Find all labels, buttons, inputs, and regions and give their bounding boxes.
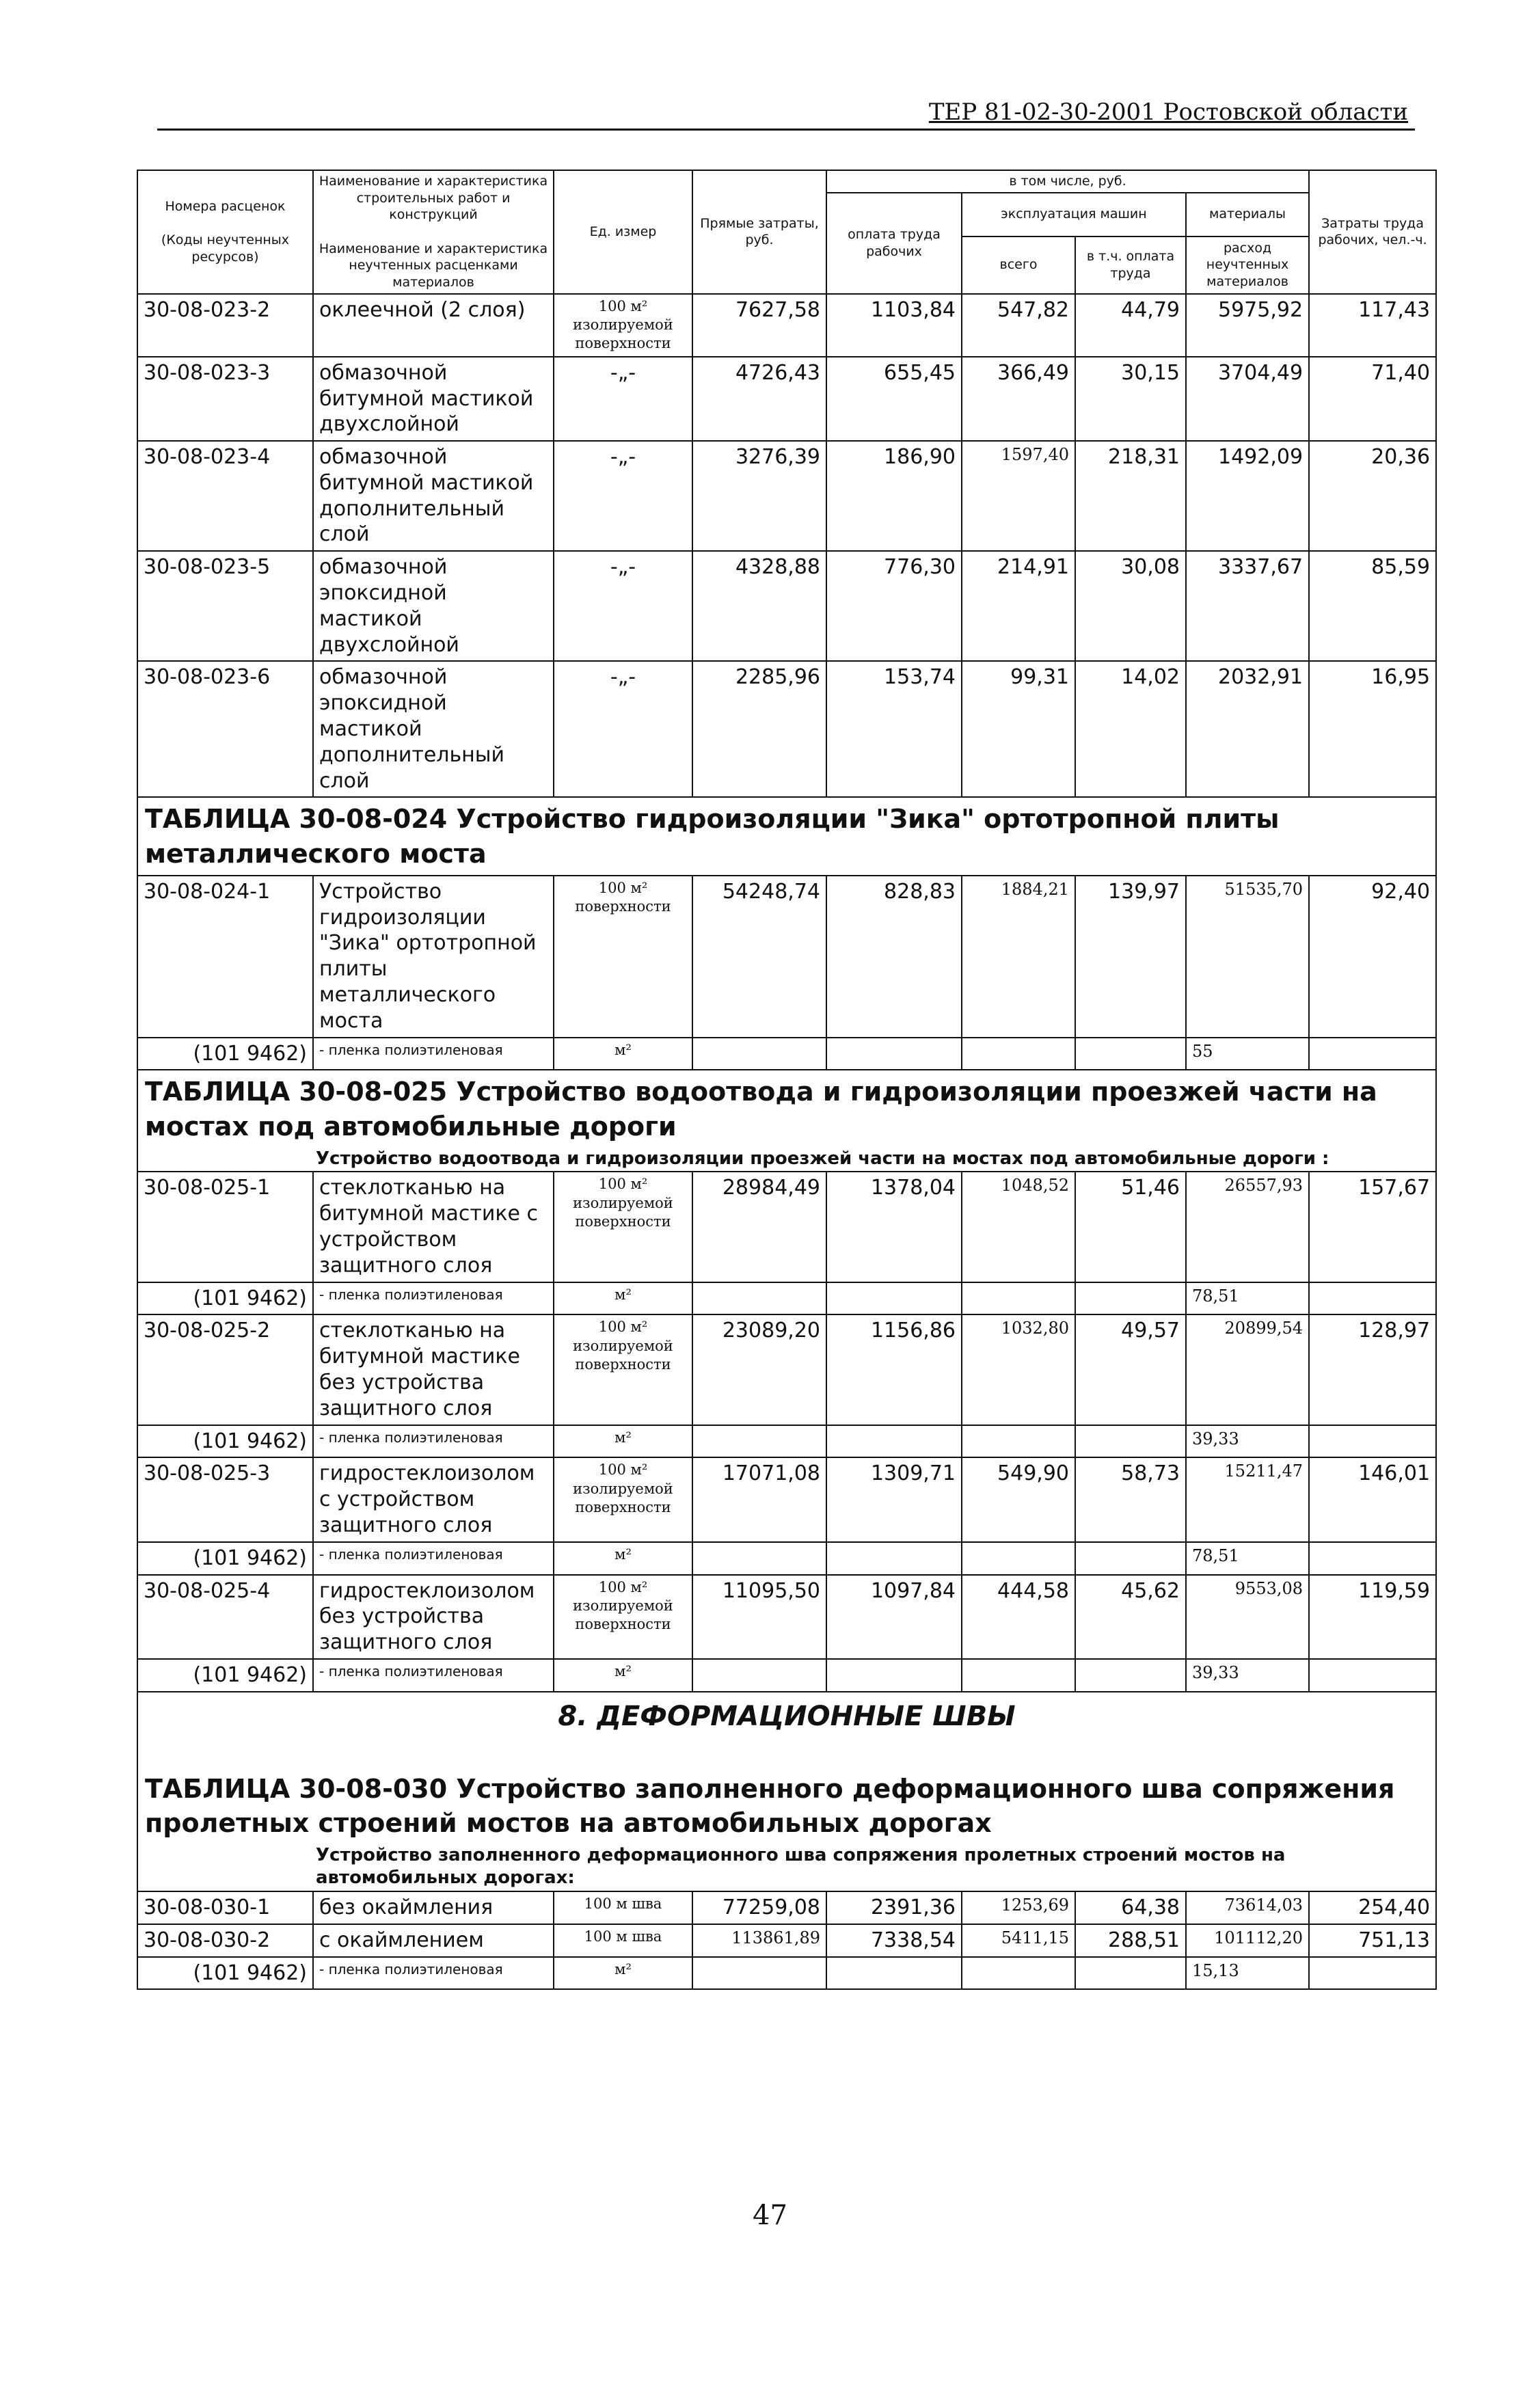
table-cell: (101 9462) [137,1282,313,1315]
table-cell: 64,38 [1075,1891,1186,1924]
table-cell: стеклотканью на битумной мастике с устройством защитного слоя [313,1172,554,1282]
table-title-025 [137,1070,1436,1147]
table-cell: 9553,08 [1186,1575,1309,1659]
table-cell: 254,40 [1309,1891,1436,1924]
table-cell: 100 м² поверхности [554,876,692,1038]
table-cell: 14,02 [1075,661,1186,797]
table-cell: 7338,54 [826,1924,962,1957]
doc-title: ТЕР 81-02-30-2001 Ростовской области [928,98,1408,126]
table-cell: -„- [554,661,692,797]
table-cell: 4726,43 [692,357,826,441]
th-total: всего [962,237,1075,294]
table-row [137,876,1436,1038]
table-cell: 28984,49 [692,1172,826,1282]
table-cell: 655,45 [826,357,962,441]
table-row [137,357,1436,441]
th-incl-wage: в т.ч. оплата труда [1075,237,1186,294]
header-row-1 [137,170,1436,193]
table-cell: 51,46 [1075,1172,1186,1282]
table-cell: 214,91 [962,551,1075,661]
table-cell: оклеечной (2 слоя) [313,294,554,357]
table-cell: 17071,08 [692,1457,826,1541]
table-cell: 1097,84 [826,1575,962,1659]
table-cell: 4328,88 [692,551,826,661]
table-subrow [137,1957,1436,1990]
table-cell: 51535,70 [1186,876,1309,1038]
table-title-030 [137,1768,1436,1844]
th-name: Наименование и характеристика строительных работ и конструкций Наименование и характеристика неучтенных расценками материалов [313,170,554,294]
table-cell: 5975,92 [1186,294,1309,357]
table-cell: 101112,20 [1186,1924,1309,1957]
table-cell: Устройство гидроизоляции "Зика" ортотропной плиты металлического моста [313,876,554,1038]
table-cell: (101 9462) [137,1542,313,1575]
th-incl: в том числе, руб. [826,170,1309,193]
table-cell: 2391,36 [826,1891,962,1924]
table-cell: 71,40 [1309,357,1436,441]
table-cell: стеклотканью на битумной мастике без устройства защитного слоя [313,1314,554,1425]
table-cell: 30-08-025-1 [137,1172,313,1282]
table-row [137,1172,1436,1282]
table-cell: 11095,50 [692,1575,826,1659]
table-cell: с окаймлением [313,1924,554,1957]
table-cell: ТАБЛИЦА 30-08-030 Устройство заполненного деформационного шва сопряжения пролетных строений мостов на автомобильных дорогах [137,1768,1436,1844]
table-cell: 288,51 [1075,1924,1186,1957]
table-cell: 139,97 [1075,876,1186,1038]
table-cell: 828,83 [826,876,962,1038]
th-direct: Прямые затраты, руб. [692,170,826,294]
table-cell: -„- [554,357,692,441]
table-cell: 549,90 [962,1457,1075,1541]
table-cell: 78,51 [1186,1542,1309,1575]
th-num: Номера расценок (Коды неучтенных ресурсов) [137,170,313,294]
th-labor: Затраты труда рабочих, чел.-ч. [1309,170,1436,294]
table-subrow [137,1425,1436,1458]
table-cell: обмазочной эпоксидной мастикой дополнительный слой [313,661,554,797]
table-row [137,661,1436,797]
table-cell: 30-08-025-2 [137,1314,313,1425]
table-cell: 7627,58 [692,294,826,357]
table-cell: 99,31 [962,661,1075,797]
table-cell: 44,79 [1075,294,1186,357]
table-cell: - пленка полиэтиленовая [313,1038,554,1070]
table-cell: 30,08 [1075,551,1186,661]
rates-table [137,170,1437,1990]
table-cell: 1032,80 [962,1314,1075,1425]
table-cell: 49,57 [1075,1314,1186,1425]
table-title-024 [137,797,1436,875]
table-cell: 3337,67 [1186,551,1309,661]
table-cell: обмазочной битумной мастикой двухслойной [313,357,554,441]
th-materials: материалы [1186,193,1309,237]
table-row [137,551,1436,661]
table-row [137,441,1436,551]
table-cell: 100 м² изолируемой поверхности [554,1575,692,1659]
table-cell: 128,97 [1309,1314,1436,1425]
table-cell: 30-08-023-6 [137,661,313,797]
table-cell: 547,82 [962,294,1075,357]
table-cell: 45,62 [1075,1575,1186,1659]
table-cell: м² [554,1659,692,1692]
table-row [137,1314,1436,1425]
th-mat-use: расход неучтенных материалов [1186,237,1309,294]
table-cell: (101 9462) [137,1425,313,1458]
table-cell: без окаймления [313,1891,554,1924]
table-cell: м² [554,1542,692,1575]
table-cell: 751,13 [1309,1924,1436,1957]
table-cell: 117,43 [1309,294,1436,357]
table-cell: 30-08-023-2 [137,294,313,357]
table-cell: 54248,74 [692,876,826,1038]
table-subtitle-030 [137,1844,1436,1891]
table-cell: 100 м шва [554,1924,692,1957]
table-cell: 1597,40 [962,441,1075,551]
table-cell: м² [554,1038,692,1070]
table-cell: 8. ДЕФОРМАЦИОННЫЕ ШВЫ [137,1692,1436,1768]
table-subrow [137,1282,1436,1315]
table-cell: 776,30 [826,551,962,661]
table-cell: Устройство водоотвода и гидроизоляции проезжей части на мостах под автомобильные дороги : [137,1148,1436,1172]
table-cell: 1492,09 [1186,441,1309,551]
table-cell: 39,33 [1186,1425,1309,1458]
table-cell: 444,58 [962,1575,1075,1659]
page-header [157,90,1415,131]
th-machines: эксплуатация машин [962,193,1186,237]
table-row [137,1924,1436,1957]
table-cell: 20,36 [1309,441,1436,551]
table-cell: 30,15 [1075,357,1186,441]
table-cell: м² [554,1282,692,1315]
table-cell: 39,33 [1186,1659,1309,1692]
table-cell: 186,90 [826,441,962,551]
table-cell: 78,51 [1186,1282,1309,1315]
table-cell: - пленка полиэтиленовая [313,1282,554,1315]
table-cell: гидростеклоизолом с устройством защитного слоя [313,1457,554,1541]
table-cell: 92,40 [1309,876,1436,1038]
table-cell: 1884,21 [962,876,1075,1038]
th-wage: оплата труда рабочих [826,193,962,294]
table-cell: 2032,91 [1186,661,1309,797]
table-cell: 1309,71 [826,1457,962,1541]
table-cell: 58,73 [1075,1457,1186,1541]
table-cell: 146,01 [1309,1457,1436,1541]
table-cell: 218,31 [1075,441,1186,551]
table-cell: 5411,15 [962,1924,1075,1957]
table-cell: 1253,69 [962,1891,1075,1924]
table-cell: Устройство заполненного деформационного шва сопряжения пролетных строений мостов на автомобильных дорогах: [137,1844,1436,1891]
table-cell: 30-08-030-2 [137,1924,313,1957]
table-cell: 15211,47 [1186,1457,1309,1541]
table-cell: 30-08-023-4 [137,441,313,551]
table-cell: (101 9462) [137,1038,313,1070]
table-cell: 26557,93 [1186,1172,1309,1282]
th-unit: Ед. измер [554,170,692,294]
table-cell: 30-08-023-3 [137,357,313,441]
table-row [137,1575,1436,1659]
table-subrow [137,1038,1436,1070]
section-heading [137,1692,1436,1768]
table-cell: гидростеклоизолом без устройства защитного слоя [313,1575,554,1659]
table-cell: 366,49 [962,357,1075,441]
table-cell: 30-08-024-1 [137,876,313,1038]
table-cell: (101 9462) [137,1659,313,1692]
table-cell: 73614,03 [1186,1891,1309,1924]
table-cell: обмазочной битумной мастикой дополнительный слой [313,441,554,551]
table-cell: 20899,54 [1186,1314,1309,1425]
table-cell: 15,13 [1186,1957,1309,1990]
table-cell: 16,95 [1309,661,1436,797]
table-row [137,1891,1436,1924]
table-cell: 157,67 [1309,1172,1436,1282]
table-cell: 1156,86 [826,1314,962,1425]
table-cell: 85,59 [1309,551,1436,661]
table-cell: обмазочной эпоксидной мастикой двухслойной [313,551,554,661]
table-cell: ТАБЛИЦА 30-08-024 Устройство гидроизоляции "Зика" ортотропной плиты металлического моста [137,797,1436,875]
table-row [137,1457,1436,1541]
table-cell: 100 м² изолируемой поверхности [554,294,692,357]
table-cell: м² [554,1425,692,1458]
table-cell: 1048,52 [962,1172,1075,1282]
table-cell: 30-08-025-4 [137,1575,313,1659]
table-cell: 30-08-030-1 [137,1891,313,1924]
table-cell: ТАБЛИЦА 30-08-025 Устройство водоотвода и гидроизоляции проезжей части на мостах под автомобильные дороги [137,1070,1436,1147]
table-cell: 2285,96 [692,661,826,797]
table-cell: 100 м шва [554,1891,692,1924]
table-cell: 119,59 [1309,1575,1436,1659]
table-subrow [137,1659,1436,1692]
table-cell: -„- [554,551,692,661]
table-cell: 113861,89 [692,1924,826,1957]
table-cell: 1103,84 [826,294,962,357]
table-cell: 3704,49 [1186,357,1309,441]
table-cell: - пленка полиэтиленовая [313,1659,554,1692]
table-cell: - пленка полиэтиленовая [313,1542,554,1575]
table-cell: - пленка полиэтиленовая [313,1957,554,1990]
table-cell: - пленка полиэтиленовая [313,1425,554,1458]
table-cell: 100 м² изолируемой поверхности [554,1172,692,1282]
table-cell: м² [554,1957,692,1990]
table-row [137,294,1436,357]
table-cell: 77259,08 [692,1891,826,1924]
table-cell: 23089,20 [692,1314,826,1425]
table-cell: 153,74 [826,661,962,797]
table-cell: 55 [1186,1038,1309,1070]
table-cell: 100 м² изолируемой поверхности [554,1457,692,1541]
table-subtitle-025 [137,1148,1436,1172]
page-number: 47 [753,2200,787,2231]
table-subrow [137,1542,1436,1575]
table-cell: 3276,39 [692,441,826,551]
table-cell: (101 9462) [137,1957,313,1990]
table-cell: -„- [554,441,692,551]
table-cell: 30-08-025-3 [137,1457,313,1541]
table-cell: 1378,04 [826,1172,962,1282]
table-cell: 100 м² изолируемой поверхности [554,1314,692,1425]
table-cell: 30-08-023-5 [137,551,313,661]
